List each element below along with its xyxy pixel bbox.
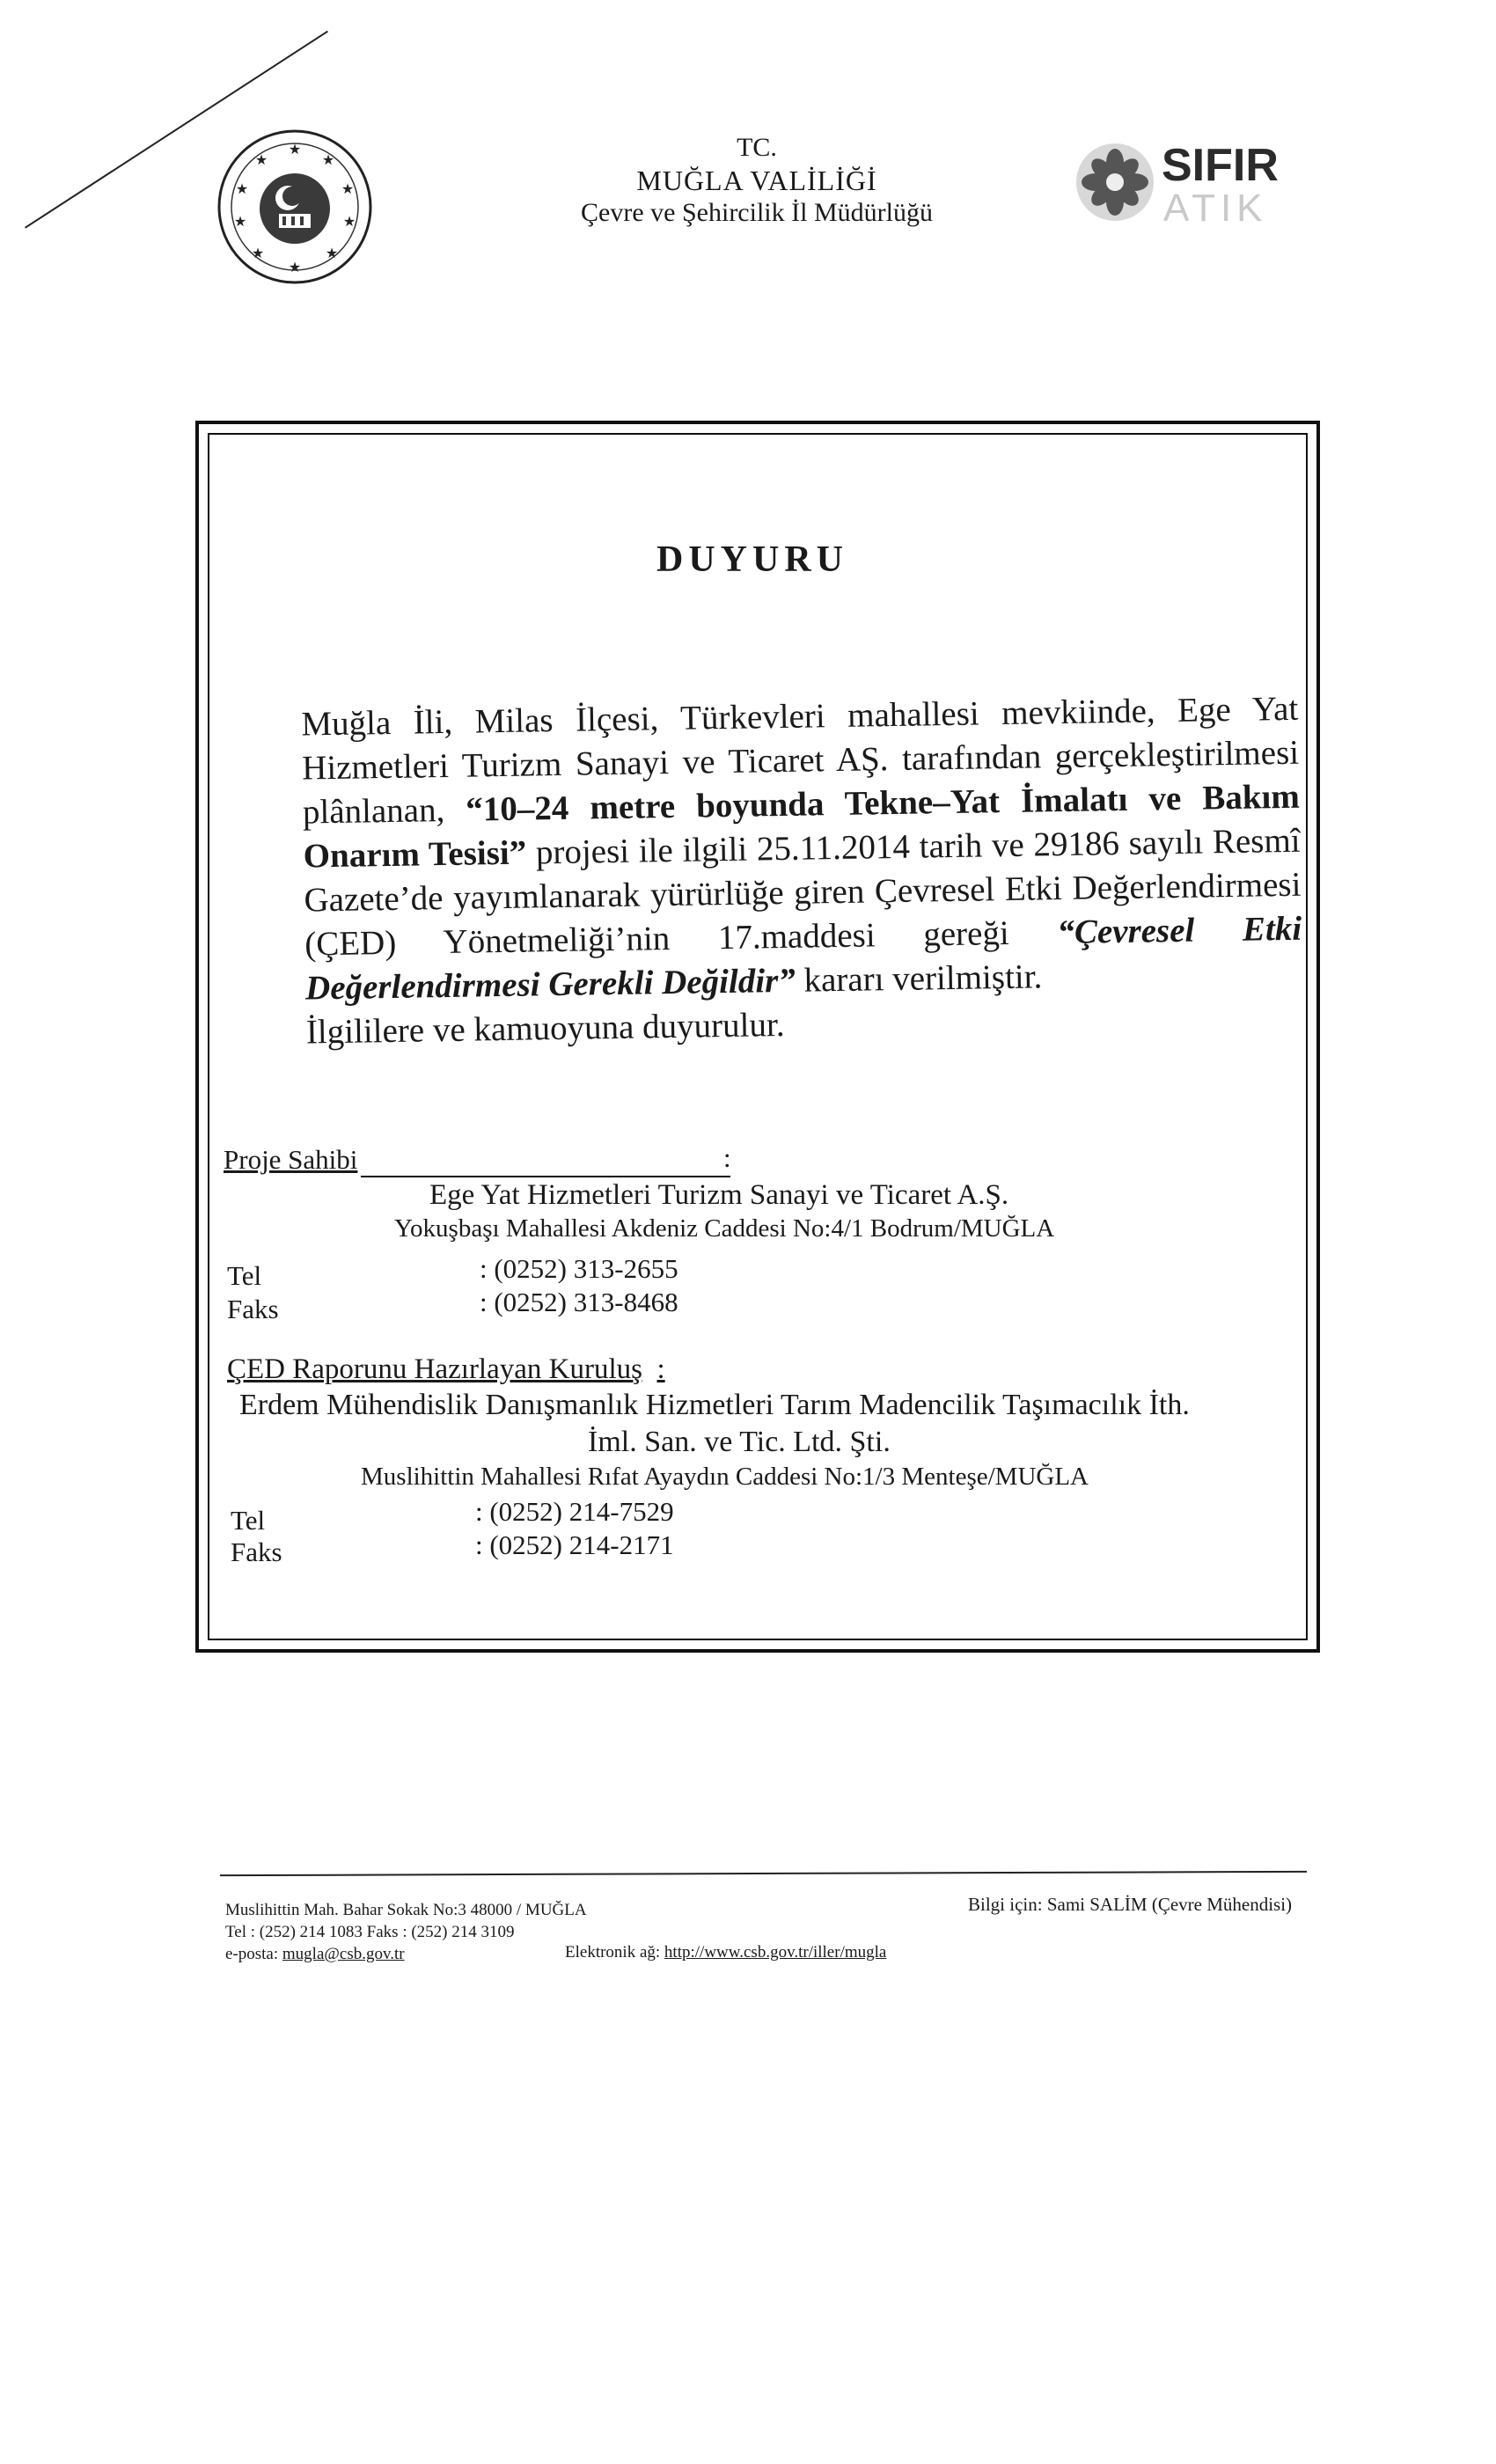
- announcement-body: [220, 687, 1303, 1056]
- atik-logo-text: ATIK: [1163, 187, 1268, 230]
- announcement-paragraph: [220, 687, 1302, 1012]
- svg-text:★: ★: [233, 213, 247, 230]
- project-owner-colon: :: [723, 1142, 731, 1173]
- body-text-part-c: kararı verilmiştir.: [795, 957, 1043, 1000]
- footer-email-label: e-posta:: [225, 1945, 282, 1963]
- svg-text:★: ★: [341, 180, 355, 197]
- footer-divider: [220, 1871, 1307, 1876]
- footer-web-label: Elektronik ağ:: [565, 1943, 664, 1962]
- footer-email: [225, 1945, 405, 1964]
- project-owner-label: Proje Sahibi: [224, 1144, 358, 1175]
- header-tc: TC.: [737, 133, 777, 162]
- footer-web-link[interactable]: http://www.csb.gov.tr/iller/mugla: [664, 1943, 887, 1962]
- ced-preparer-label: [227, 1353, 665, 1386]
- announcement-closing: İlgililere ve kamuoyuna duyurulur.: [305, 1005, 785, 1052]
- ced-preparer-colon: :: [656, 1353, 665, 1385]
- ced-preparer-address: Muslihittin Mahallesi Rıfat Ayaydın Caddesi No:1/3 Menteşe/MUĞLA: [361, 1463, 1089, 1491]
- svg-text:★: ★: [288, 259, 302, 275]
- footer-contact-info: Bilgi için: Sami SALİM (Çevre Mühendisi): [968, 1894, 1293, 1915]
- announcement-title: DUYURU: [656, 539, 848, 580]
- ministry-seal-icon: [216, 128, 374, 286]
- owner-tel-value: : (0252) 313-2655: [480, 1253, 678, 1284]
- footer-website: [565, 1943, 886, 1962]
- svg-text:★: ★: [325, 245, 339, 261]
- project-owner-underline: [361, 1176, 730, 1177]
- ced-tel-value: : (0252) 214-7529: [475, 1496, 674, 1527]
- sifir-logo-text: SIFIR: [1162, 140, 1279, 191]
- header-valilik: MUĞLA VALİLİĞİ: [636, 165, 877, 196]
- project-name: “10–24 metre boyunda Tekne–Yat İmalatı ve Bakım Onarım Tesisi”: [303, 777, 1301, 876]
- owner-fax-label: Faks: [227, 1294, 279, 1324]
- header-directorate: Çevre ve Şehircilik İl Müdürlüğü: [581, 198, 933, 228]
- ced-preparer-name-line2: İml. San. ve Tic. Ltd. Şti.: [588, 1426, 891, 1458]
- svg-text:★: ★: [235, 180, 249, 197]
- ced-preparer-label-text: ÇED Raporunu Hazırlayan Kuruluş: [227, 1353, 642, 1385]
- ced-fax-label: Faks: [231, 1536, 282, 1567]
- body-text-part-a: Muğla İli, Milas İlçesi, Türkevleri mahallesi mevkiinde, Ege Yat Hizmetleri Turizm Sanayi ve Ticaret AŞ. tarafından gerçekleştirilmesi plânlanan,: [301, 689, 1300, 832]
- footer-tel-fax: Tel : (252) 214 1083 Faks : (252) 214 3109: [225, 1923, 515, 1941]
- decision-text: “Çevresel Etki Değerlendirmesi Gerekli Değildir”: [304, 909, 1302, 1008]
- owner-fax-value: : (0252) 313-8468: [480, 1287, 678, 1317]
- svg-text:★: ★: [251, 245, 265, 261]
- svg-text:★: ★: [321, 151, 335, 168]
- letterhead: [458, 132, 1056, 229]
- svg-text:★: ★: [254, 151, 268, 168]
- ced-preparer-name-line1: Erdem Mühendislik Danışmanlık Hizmetleri Tarım Madencilik Taşımacılık İth.: [239, 1389, 1190, 1421]
- owner-tel-label: Tel: [227, 1260, 262, 1291]
- project-owner-address: Yokuşbaşı Mahallesi Akdeniz Caddesi No:4/1 Bodrum/MUĞLA: [394, 1214, 1055, 1243]
- footer-email-link[interactable]: mugla@csb.gov.tr: [282, 1945, 405, 1963]
- body-text-part-b: projesi ile ilgili 25.11.2014 tarih ve 29186 sayılı Resmî Gazete’de yayımlanarak yürürlüğe giren Çevresel Etki Değerlendirmesi (ÇED) Yönetmeliği’nin 17.maddesi gereği: [304, 821, 1302, 964]
- footer-address: Muslihittin Mah. Bahar Sokak No:3 48000 / MUĞLA: [225, 1901, 587, 1919]
- svg-text:★: ★: [288, 141, 302, 158]
- svg-text:★: ★: [342, 213, 356, 230]
- ced-tel-label: Tel: [231, 1505, 266, 1536]
- project-owner-name: Ege Yat Hizmetleri Turizm Sanayi ve Ticaret A.Ş.: [429, 1179, 1009, 1211]
- ced-fax-value: : (0252) 214-2171: [475, 1529, 674, 1560]
